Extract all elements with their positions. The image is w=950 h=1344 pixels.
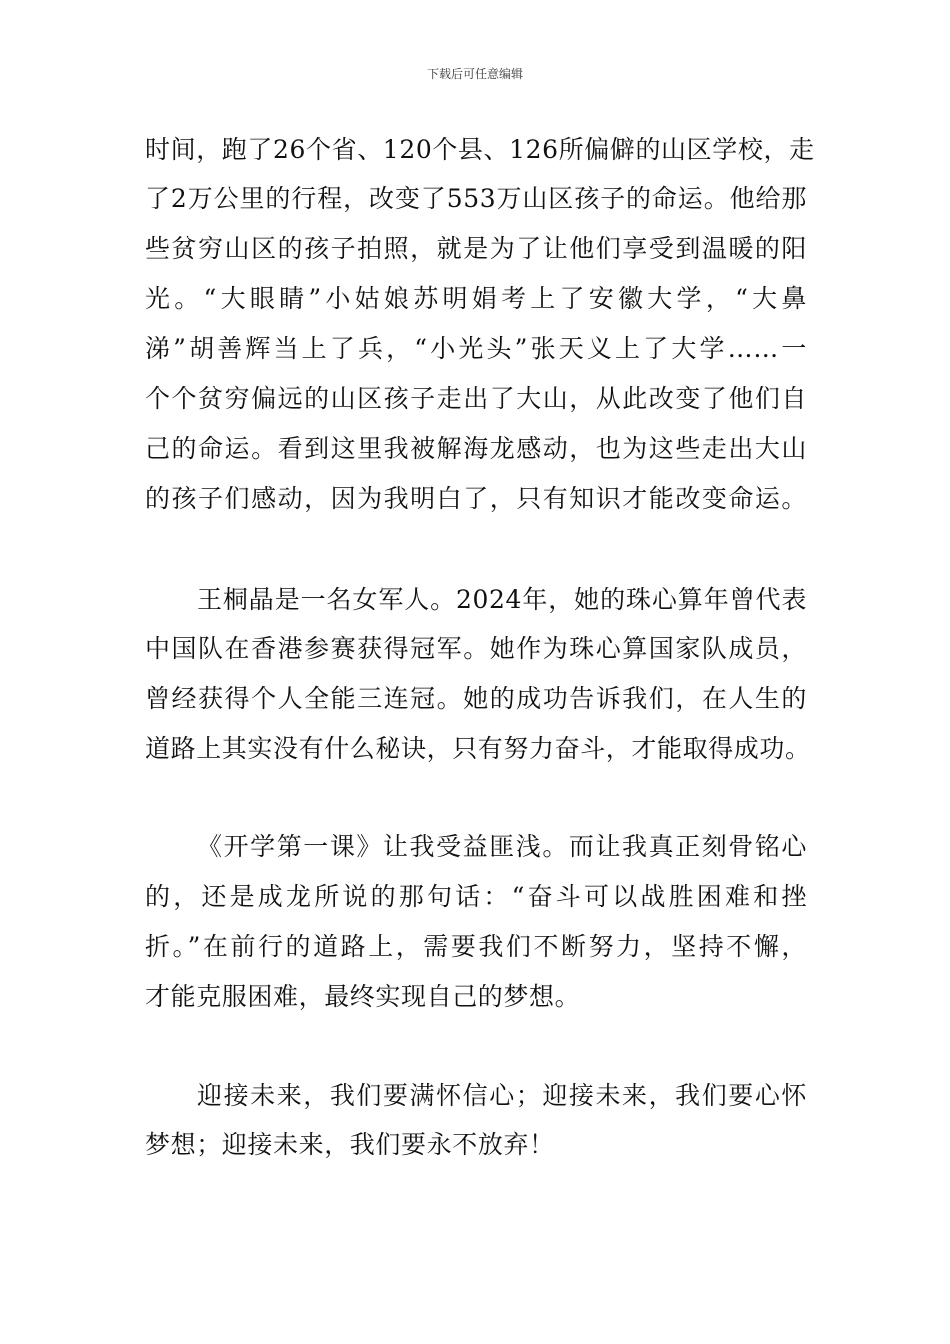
text-line: 的孩子们感动，因为我明白了，只有知识才能改变命运。 <box>145 484 807 513</box>
text-line: 《开学第一课》让我受益匪浅。而让我真正刻骨铭心 <box>197 832 807 861</box>
text-line: 的，还是成龙所说的那句话：“奋斗可以战胜困难和挫 <box>145 882 807 911</box>
text-line: 了2万公里的行程，改变了553万山区孩子的命运。他给那 <box>145 184 807 213</box>
text-line: 涕”胡善辉当上了兵，“小光头”张天义上了大学……一 <box>145 334 807 363</box>
text-line: 中国队在香港参赛获得冠军。她作为珠心算国家队成员， <box>145 634 807 663</box>
text-line: 时间，跑了26个省、120个县、126所偏僻的山区学校，走 <box>145 135 815 164</box>
text-line: 光。“大眼睛”小姑娘苏明娟考上了安徽大学，“大鼻 <box>145 284 807 313</box>
text-line: 迎接未来，我们要满怀信心；迎接未来，我们要心怀 <box>197 1081 807 1110</box>
text-line: 道路上其实没有什么秘诀，只有努力奋斗，才能取得成功。 <box>145 734 811 763</box>
page-header: 下载后可任意编辑 <box>426 67 523 81</box>
text-line: 个个贫穷偏远的山区孩子走出了大山，从此改变了他们自 <box>145 384 807 413</box>
text-line: 王桐晶是一名女军人。2024年，她的珠心算年曾代表 <box>197 585 807 614</box>
text-line: 才能克服困难，最终实现自己的梦想。 <box>145 982 581 1011</box>
text-line: 曾经获得个人全能三连冠。她的成功告诉我们，在人生的 <box>145 684 807 713</box>
text-line: 梦想；迎接未来，我们要永不放弃！ <box>145 1130 555 1159</box>
text-line: 些贫穷山区的孩子拍照，就是为了让他们享受到温暖的阳 <box>145 234 807 263</box>
text-line: 折。”在前行的道路上，需要我们不断努力，坚持不懈， <box>145 932 807 961</box>
text-line: 己的命运。看到这里我被解海龙感动，也为这些走出大山 <box>145 434 807 463</box>
